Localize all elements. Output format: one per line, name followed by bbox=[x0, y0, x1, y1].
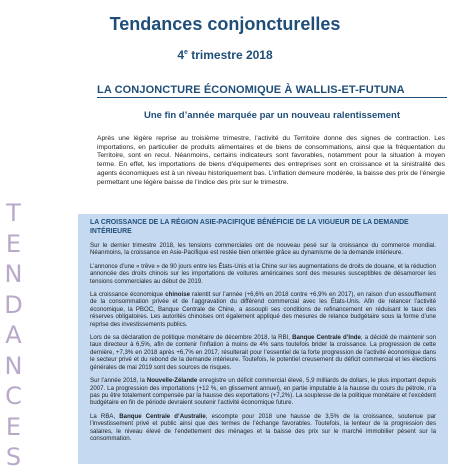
paragraph-text: Sur l’année 2018, la bbox=[90, 377, 147, 385]
paragraph-text: Lors de sa déclaration de politique monétaire de décembre 2018, la RBI, bbox=[90, 334, 293, 342]
paragraph-text: enregistre un déficit commercial élevé, 5,9 milliards de dollars, le plus important depuis 2007. La progression des importations (+12 %, en glissement annuel), en partie imputable à la hausse du cours du pétrole, n’a pas pu être totalement compensée par la hausse des exportations (+7,2%). La souplesse de la politique monétaire et l’excédent budgétaire en fin de période devraient soutenir l’activité économique future. bbox=[90, 377, 437, 407]
paragraph-emphasis: Banque Centrale d’Inde bbox=[292, 334, 361, 342]
box-paragraph: L’annonce d’une « trêve » de 90 jours entre les États-Unis et la Chine sur les augmentations de droits de douane, et la réduction annoncée des droits chinois sur les importations de voitures américaines sont des mesures susceptibles de désamorcer les tensions commerciales au début de 2019. bbox=[90, 262, 436, 285]
box-paragraph bbox=[90, 377, 436, 407]
paragraph-emphasis: chinoise bbox=[165, 291, 190, 299]
report-period bbox=[0, 48, 450, 62]
sidebar-letter: S bbox=[5, 443, 22, 471]
sidebar-vertical-word bbox=[1, 198, 26, 473]
sidebar-letter: N bbox=[4, 351, 23, 380]
paragraph-text: , a décidé de maintenir son taux directeur à 6,5%, afin de contenir l’inflation à moins de 4% sans toutefois brider la croissance. La progression de cette dernière, +7,3% en 2018 après +6,7% en 2017, résulterait pour l’essentiel de la forte progression de l’activité économique dans le secteur privé et du rebond de la demande intérieure. Toutefois, le potentiel creusement du déficit commercial et les élections générales de mai 2019 sont des sources de risques. bbox=[90, 334, 437, 371]
paragraph-text: , escompte pour 2018 une hausse de 3,5% de la croissance, soutenue par l’investissement privé et public ainsi que des termes de l’échange favorables. Toutefois, la lenteur de la progression des salaires, le niveau élevé de l’endettement des ménages et la baisse des prix sur le marché immobilier pèsent sur la consommation. bbox=[90, 412, 437, 442]
paragraph-emphasis: Nouvelle-Zélande bbox=[146, 377, 198, 385]
sidebar-letter: N bbox=[4, 260, 23, 288]
paragraph-emphasis: Banque Centrale d’Australie bbox=[119, 412, 206, 420]
headline-divider bbox=[97, 97, 447, 98]
article-intro: Après une légère reprise au troisième trimestre, l’activité du Territoire donne des signes de contraction. Les importations, en particulier de produits alimentaires et de biens de consommations, ainsi que la fréquentation du Territoire, sont en recul. Néanmoins, certains indicateurs sont favorables, notamment pour la situation à moyen terme. En effet, les importations de biens d’équipements des entreprises sont en croissance et la sinistralité des agents économiques est à un niveau historiquement bas. L’inflation demeure modérée, la baisse des prix de l’énergie permettant une légère baisse de l’indice des prix sur le trimestre. bbox=[97, 135, 445, 186]
box-paragraph bbox=[90, 413, 436, 443]
sidebar-letter: A bbox=[5, 321, 22, 349]
report-title: Tendances conjoncturelles bbox=[109, 14, 341, 34]
sidebar-letter: E bbox=[5, 412, 22, 441]
paragraph-text: La croissance économique bbox=[90, 291, 166, 299]
box-paragraph: Sur le dernier trimestre 2018, les tensions commerciales ont de nouveau pesé sur la croissance du commerce mondial. Néanmoins, la croissance en Asie-Pacifique est restée bien orientée grâce au dynamisme de la demande intérieure. bbox=[90, 242, 436, 257]
quarter-number: 4 bbox=[177, 48, 185, 62]
sidebar-letter: T bbox=[6, 199, 21, 227]
quarter-ordinal: e bbox=[184, 49, 188, 56]
sidebar-letter: C bbox=[5, 382, 22, 410]
sidebar-letter: E bbox=[5, 229, 22, 258]
paragraph-text: ralentit sur l’année (+6,6% en 2018 contre +6,9% en 2017), en raison d’un essoufflement de la consommation privée et de l’aggravation du différend commercial avec les États-Unis. Afin de relancer l’activité économique, la PBOC, Banque Centrale de Chine, a assoupli ses conditions de refinancement en réduisant le taux des réserves obligatoires. Les autorités chinoises ont également appliqué des mesures de relance budgétaire sous la forme d’une reprise des investissements publics. bbox=[90, 291, 436, 328]
quarter-label: trimestre 2018 bbox=[187, 48, 273, 62]
article-headline: LA CONJONCTURE ÉCONOMIQUE À WALLIS-ET-FUTUNA bbox=[97, 84, 405, 96]
regional-context-box bbox=[78, 214, 448, 464]
box-paragraph bbox=[90, 334, 436, 371]
box-paragraph bbox=[90, 291, 436, 328]
sidebar-letter: D bbox=[4, 290, 23, 319]
box-title: LA CROISSANCE DE LA RÉGION ASIE-PACIFIQUE BÉNÉFICIE DE LA VIGUEUR DE LA DEMANDE INTÉRIEURE bbox=[90, 219, 409, 235]
paragraph-text: La RBA, bbox=[90, 412, 120, 420]
article-deck: Une fin d’année marquée par un nouveau ralentissement bbox=[143, 110, 401, 121]
